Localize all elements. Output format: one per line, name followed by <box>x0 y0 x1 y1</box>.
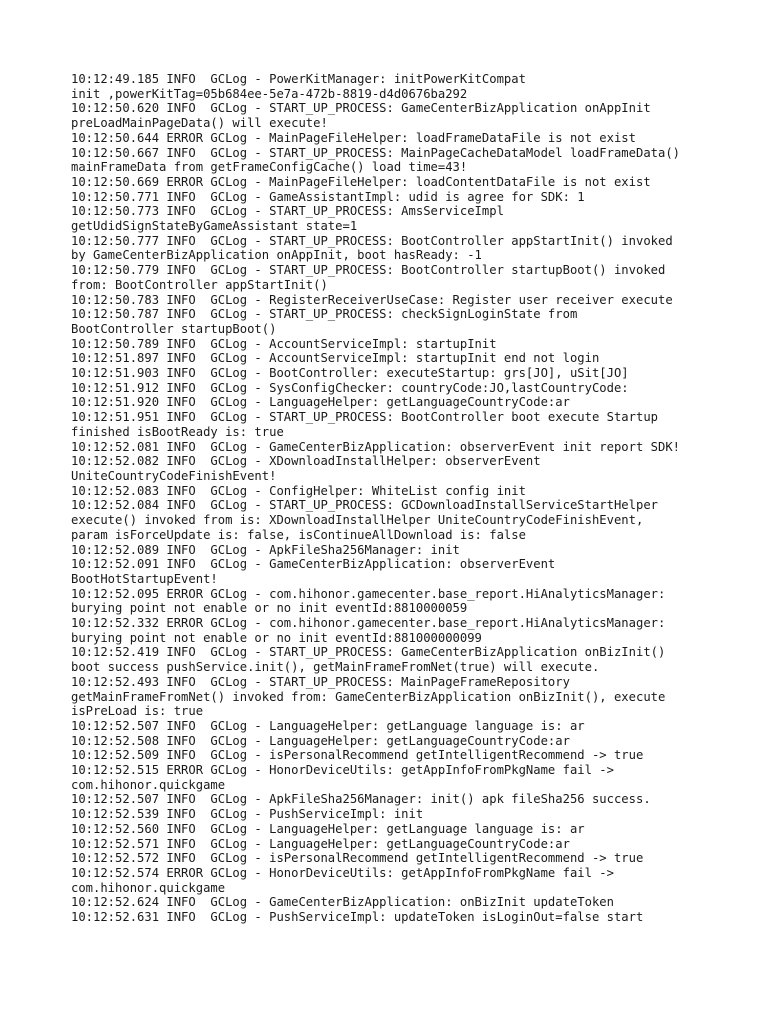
log-line: burying point not enable or no init eventId:881000000099 <box>71 630 482 645</box>
log-line: 10:12:52.574 ERROR GCLog - HonorDeviceUtils: getAppInfoFromPkgName fail -> <box>71 865 614 880</box>
log-line: param isForceUpdate is: false, isContinueAllDownload is: false <box>71 527 526 542</box>
log-line: finished isBootReady is: true <box>71 424 284 439</box>
log-line: 10:12:52.091 INFO GCLog - GameCenterBizApplication: observerEvent <box>71 557 556 572</box>
log-line: 10:12:50.777 INFO GCLog - START_UP_PROCESS: BootController appStartInit() invoked <box>71 233 673 248</box>
log-line: 10:12:51.920 INFO GCLog - LanguageHelper: getLanguageCountryCode:ar <box>71 395 570 410</box>
log-line: by GameCenterBizApplication onAppInit, boot hasReady: -1 <box>71 248 482 263</box>
log-line: 10:12:52.560 INFO GCLog - LanguageHelper: getLanguage language is: ar <box>71 821 585 836</box>
log-text-block <box>71 72 751 925</box>
log-line: 10:12:52.571 INFO GCLog - LanguageHelper: getLanguageCountryCode:ar <box>71 836 570 851</box>
log-line: 10:12:52.083 INFO GCLog - ConfigHelper: WhiteList config init <box>71 483 526 498</box>
log-line: UniteCountryCodeFinishEvent! <box>71 468 277 483</box>
log-line: 10:12:50.644 ERROR GCLog - MainPageFileHelper: loadFrameDataFile is not exist <box>71 130 636 145</box>
log-line: 10:12:49.185 INFO GCLog - PowerKitManager: initPowerKitCompat <box>71 72 526 86</box>
log-line: 10:12:52.507 INFO GCLog - ApkFileSha256Manager: init() apk fileSha256 success. <box>71 792 651 807</box>
log-line: 10:12:51.903 INFO GCLog - BootController: executeStartup: grs[JO], uSit[JO] <box>71 366 629 381</box>
log-line: 10:12:52.082 INFO GCLog - XDownloadInstallHelper: observerEvent <box>71 454 541 469</box>
log-line: BootHotStartupEvent! <box>71 571 218 586</box>
log-line: from: BootController appStartInit() <box>71 277 328 292</box>
log-line: 10:12:52.493 INFO GCLog - START_UP_PROCESS: MainPageFrameRepository <box>71 674 570 689</box>
log-line: com.hihonor.quickgame <box>71 777 226 792</box>
log-line: 10:12:52.508 INFO GCLog - LanguageHelper: getLanguageCountryCode:ar <box>71 733 570 748</box>
log-line: 10:12:52.332 ERROR GCLog - com.hihonor.gamecenter.base_report.HiAnalyticsManager: <box>71 616 666 631</box>
log-line: 10:12:50.773 INFO GCLog - START_UP_PROCESS: AmsServiceImpl <box>71 204 504 219</box>
log-line: 10:12:50.620 INFO GCLog - START_UP_PROCESS: GameCenterBizApplication onAppInit <box>71 101 651 116</box>
log-line: 10:12:52.539 INFO GCLog - PushServiceImpl: init <box>71 807 424 822</box>
log-line: 10:12:51.951 INFO GCLog - START_UP_PROCESS: BootController boot execute Startup <box>71 410 658 425</box>
log-line: 10:12:50.789 INFO GCLog - AccountServiceImpl: startupInit <box>71 336 497 351</box>
log-line: 10:12:52.089 INFO GCLog - ApkFileSha256Manager: init <box>71 542 460 557</box>
log-line: 10:12:50.667 INFO GCLog - START_UP_PROCESS: MainPageCacheDataModel loadFrameData() <box>71 145 681 160</box>
log-line: execute() invoked from is: XDownloadInstallHelper UniteCountryCodeFinishEvent, <box>71 513 644 528</box>
log-line: 10:12:50.787 INFO GCLog - START_UP_PROCESS: checkSignLoginState from <box>71 307 578 322</box>
log-line: 10:12:50.771 INFO GCLog - GameAssistantImpl: udid is agree for SDK: 1 <box>71 189 585 204</box>
log-line: 10:12:52.572 INFO GCLog - isPersonalRecommend getIntelligentRecommend -> true <box>71 851 644 866</box>
log-line: isPreLoad is: true <box>71 704 204 719</box>
log-line: 10:12:52.624 INFO GCLog - GameCenterBizApplication: onBizInit updateToken <box>71 895 614 910</box>
log-line: 10:12:52.084 INFO GCLog - START_UP_PROCESS: GCDownloadInstallServiceStartHelper <box>71 498 658 513</box>
log-line: 10:12:52.515 ERROR GCLog - HonorDeviceUtils: getAppInfoFromPkgName fail -> <box>71 763 614 778</box>
log-line: BootController startupBoot() <box>71 321 277 336</box>
log-line: 10:12:52.081 INFO GCLog - GameCenterBizApplication: observerEvent init report SDK! <box>71 439 681 454</box>
log-line: burying point not enable or no init eventId:8810000059 <box>71 601 468 616</box>
log-line: com.hihonor.quickgame <box>71 880 226 895</box>
log-line: init ,powerKitTag=05b684ee-5e7a-472b-8819-d4d0676ba292 <box>71 86 468 101</box>
log-line: 10:12:50.669 ERROR GCLog - MainPageFileHelper: loadContentDataFile is not exist <box>71 174 651 189</box>
log-line: 10:12:51.897 INFO GCLog - AccountServiceImpl: startupInit end not login <box>71 351 600 366</box>
log-line: 10:12:52.419 INFO GCLog - START_UP_PROCESS: GameCenterBizApplication onBizInit() <box>71 645 666 660</box>
log-line: getUdidSignStateByGameAssistant state=1 <box>71 219 358 234</box>
log-line: 10:12:50.779 INFO GCLog - START_UP_PROCESS: BootController startupBoot() invoked <box>71 263 666 278</box>
log-line: 10:12:52.507 INFO GCLog - LanguageHelper: getLanguage language is: ar <box>71 718 585 733</box>
log-line: 10:12:52.095 ERROR GCLog - com.hihonor.gamecenter.base_report.HiAnalyticsManager: <box>71 586 666 601</box>
log-line: 10:12:52.509 INFO GCLog - isPersonalRecommend getIntelligentRecommend -> true <box>71 748 644 763</box>
log-line: 10:12:50.783 INFO GCLog - RegisterReceiverUseCase: Register user receiver execute <box>71 292 673 307</box>
log-line: preLoadMainPageData() will execute! <box>71 116 328 131</box>
log-line: boot success pushService.init(), getMainFrameFromNet(true) will execute. <box>71 660 600 675</box>
log-line: 10:12:51.912 INFO GCLog - SysConfigChecker: countryCode:JO,lastCountryCode: <box>71 380 629 395</box>
log-line: 10:12:52.631 INFO GCLog - PushServiceImpl: updateToken isLoginOut=false start <box>71 910 644 925</box>
log-line: mainFrameData from getFrameConfigCache() load time=43! <box>71 160 468 175</box>
log-line: getMainFrameFromNet() invoked from: GameCenterBizApplication onBizInit(), execute <box>71 689 666 704</box>
